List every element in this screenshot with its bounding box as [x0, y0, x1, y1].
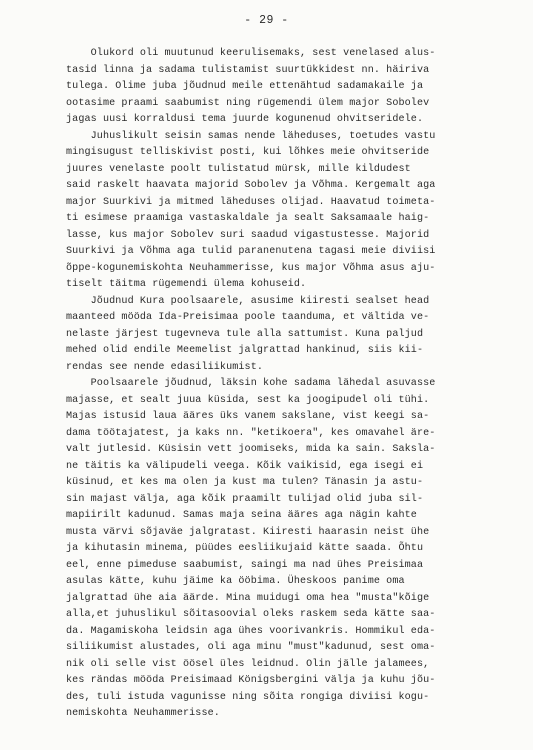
text-line: tiselt täitma rügemendi ülema kohuseid. — [66, 279, 307, 290]
text-line: ti esimese praamiga vastaskaldale ja sealt Saksamaale haig- — [66, 213, 430, 224]
text-line: sin majast välja, aga kõik praamilt tulijad olid juba sil- — [66, 493, 424, 505]
text-line: dama töötajatest, ja kaks nn. "ketikoera", kes omavahel äre- — [66, 427, 436, 439]
text-line: tulega. Olime juba jõudnud meile ettenähtud sadamakaile ja — [66, 81, 424, 92]
text-line: küsinud, et kes ma olen ja kust ma tulen? Tänasin ja astu- — [66, 477, 424, 488]
text-line: kes rändas mööda Preisimaad Königsbergini välja ja kuhu jõu- — [66, 675, 436, 686]
text-line: maanteed mööda Ida-Preisimaa poole taanduma, et vältida ve- — [66, 312, 430, 323]
text-line: õppe-kogunemiskohta Neuhammerisse, kus major Võhma asus aju- — [66, 262, 436, 274]
text-line: mehed olid endile Meemelist jalgrattad hankinud, siis kii- — [66, 345, 424, 356]
body-text — [66, 46, 476, 723]
text-line: mapiirilt kadunud. Samas maja seina ääres aga nägin kahte — [66, 510, 417, 521]
text-line: des, tuli istuda vagunisse ning sõita rongiga diviisi kogu- — [66, 691, 430, 703]
text-line: nemiskohta Neuhammerisse. — [66, 708, 220, 719]
text-line: Juhuslikult seisin samas nende läheduses, toetudes vastu — [66, 130, 436, 142]
text-line: major Suurkivi ja mitmed läheduses olijad. Haavatud toimeta- — [66, 196, 436, 208]
text-line: ja kihutasin minema, püüdes eesliikujaid kätte saada. Õhtu — [66, 543, 424, 554]
text-line: jalgrattad ühe aia äärde. Mina muidugi oma hea "musta"kõige — [66, 592, 430, 604]
text-line: rendas see nende edasiliikumist. — [66, 361, 264, 373]
text-line: Suurkivi ja Võhma aga tulid paranenutena tagasi meie diviisi — [66, 246, 436, 257]
text-line: jagas uusi korraldusi tema juurde kogunenud ohvitseridele. — [66, 114, 424, 125]
text-line: tasid linna ja sadama tulistamist suurtükkidest nn. häiriva — [66, 64, 430, 76]
text-line: Majas istusid laua ääres üks vanem sakslane, vist keegi sa- — [66, 411, 430, 422]
text-line: asulas kätte, kuhu jäime ka ööbima. Üheskoos panime oma — [66, 576, 405, 587]
text-line: alla,et juhuslikul sõitasoovial oleks raskem seda kätte saa- — [66, 609, 436, 620]
text-line: mingisugust telliskivist posti, kui lõhkes meie ohvitseride — [66, 147, 430, 158]
text-line: ootasime praami saabumist ning rügemendi ülem major Sobolev — [66, 97, 430, 109]
text-line: nelaste järjest tugevneva tule alla sattumist. Kuna paljud — [66, 328, 424, 340]
text-line: said raskelt haavata majorid Sobolev ja Võhma. Kergemalt aga — [66, 180, 436, 191]
text-line: siliikumist alustades, oli aga minu "must"kadunud, sest oma- — [66, 642, 436, 653]
text-line: musta värvi sõjaväe jalgratast. Kiiresti haarasin neist ühe — [66, 526, 430, 538]
page-number: - 29 - — [244, 14, 289, 27]
text-line: valt jutlesid. Küsisin vett joomiseks, mida ka sain. Saksla- — [66, 444, 436, 455]
text-line: Poolsaarele jõudnud, läksin kohe sadama lähedal asuvasse — [66, 378, 436, 389]
text-line: eel, enne pimeduse saabumist, saingi ma nad ühes Preisimaa — [66, 559, 424, 571]
text-line: ne täitis ka välipudeli veega. Kõik vaikisid, ega isegi ei — [66, 460, 424, 472]
text-line: majasse, et sealt juua küsida, sest ka joogipudel oli tühi. — [66, 394, 430, 406]
text-line: Olukord oli muutunud keerulisemaks, sest venelased alus- — [66, 48, 436, 59]
text-line: Jõudnud Kura poolsaarele, asusime kiiresti sealset head — [66, 295, 430, 307]
text-line: juures venelaste poolt tulistatud mürsk, mille kildudest — [66, 163, 411, 175]
text-line: lasse, kus major Sobolev suri saadud vigastustesse. Majorid — [66, 229, 430, 241]
text-line: da. Magamiskoha leidsin aga ühes voorivankris. Hommikul eda- — [66, 625, 436, 637]
text-line: nik oli selle vist öösel üles leidnud. Olin jälle jalamees, — [66, 658, 430, 670]
